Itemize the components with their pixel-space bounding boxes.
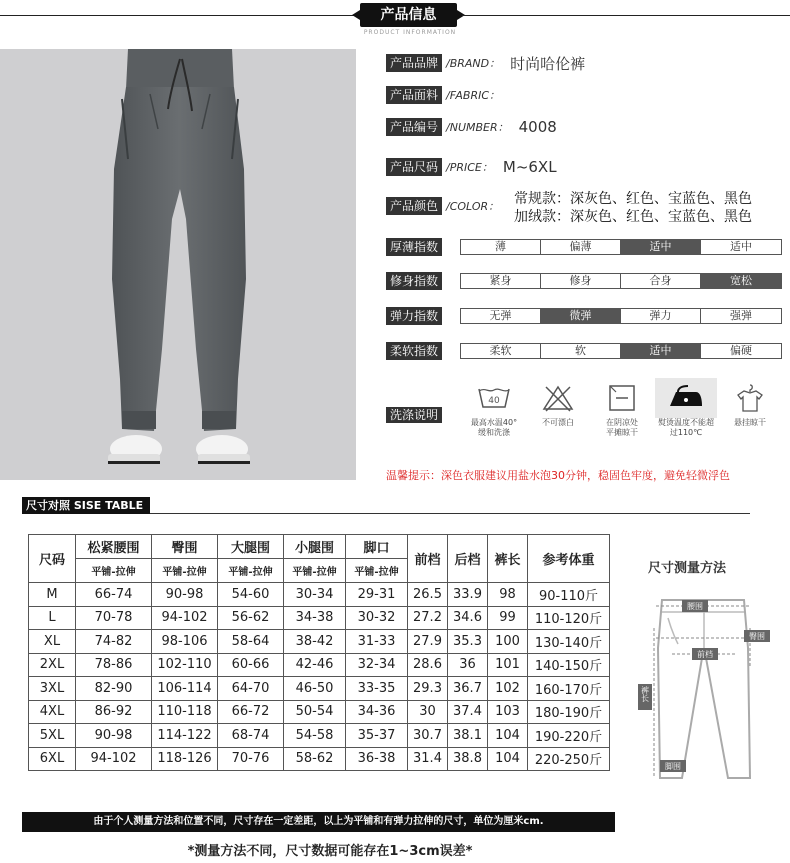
scale-label: 厚薄指数	[386, 238, 442, 256]
scale-option: 适中	[621, 240, 701, 254]
color-line-fleece: 加绒款：深灰色、红色、宝蓝色、黑色	[514, 209, 752, 225]
wash-item	[527, 378, 589, 438]
table-cell: 33.9	[448, 583, 488, 607]
table-cell: 38.8	[448, 747, 488, 771]
column-header: 大腿围	[218, 535, 284, 559]
column-subheader: 平铺-拉伸	[218, 559, 284, 583]
measure-diagram	[632, 588, 772, 792]
table-cell: 104	[488, 747, 528, 771]
column-header: 小腿围	[284, 535, 346, 559]
scale-options	[460, 239, 782, 255]
size-range-row	[386, 157, 557, 177]
table-cell: 220-250斤	[528, 747, 610, 771]
column-subheader: 平铺-拉伸	[76, 559, 152, 583]
scale-label: 柔软指数	[386, 342, 442, 360]
scale-option: 偏硬	[701, 344, 781, 358]
scale-option: 薄	[461, 240, 541, 254]
table-cell: 86-92	[76, 700, 152, 724]
table-cell: 38-42	[284, 630, 346, 654]
size-label-cell: 5XL	[29, 724, 76, 748]
table-cell: 29.3	[408, 677, 448, 701]
size-range-value: M~6XL	[502, 158, 557, 176]
table-row	[29, 653, 610, 677]
size-table	[28, 534, 610, 771]
table-cell: 98	[488, 583, 528, 607]
hang-dry-icon	[719, 378, 781, 418]
size-label-cell: 3XL	[29, 677, 76, 701]
table-cell: 36.7	[448, 677, 488, 701]
table-cell: 106-114	[152, 677, 218, 701]
table-cell: 190-220斤	[528, 724, 610, 748]
column-header: 脚口	[346, 535, 408, 559]
table-cell: 102	[488, 677, 528, 701]
table-cell: 32-34	[346, 653, 408, 677]
front-rise-tag: 前档	[697, 650, 713, 659]
measure-title: 尺寸测量方法	[648, 561, 727, 576]
table-cell: 140-150斤	[528, 653, 610, 677]
length-tag: 裤长	[640, 686, 650, 702]
table-cell: 64-70	[218, 677, 284, 701]
wash-40-icon	[463, 378, 525, 418]
table-cell: 27.9	[408, 630, 448, 654]
section-subtitle: PRODUCT INFORMATION	[363, 29, 457, 36]
table-cell: 42-46	[284, 653, 346, 677]
table-row	[29, 700, 610, 724]
scale-option: 合身	[621, 274, 701, 288]
column-header: 后档	[448, 535, 488, 583]
table-cell: 94-102	[152, 606, 218, 630]
wash-temp-label: 40	[488, 396, 500, 406]
table-cell: 35-37	[346, 724, 408, 748]
table-cell: 50-54	[284, 700, 346, 724]
table-cell: 66-72	[218, 700, 284, 724]
table-cell: 34-38	[284, 606, 346, 630]
table-row	[29, 606, 610, 630]
column-header: 松紧腰围	[76, 535, 152, 559]
number-value: 4008	[518, 118, 557, 136]
no-bleach-icon	[527, 378, 589, 418]
hem-tag: 脚围	[665, 762, 681, 771]
measure-error-note: *测量方法不同，尺寸数据可能存在1~3cm误差*	[187, 844, 473, 859]
column-header: 臀围	[152, 535, 218, 559]
table-cell: 78-86	[76, 653, 152, 677]
column-header: 前档	[408, 535, 448, 583]
fabric-label: 产品面料	[386, 86, 442, 104]
table-cell: 36	[448, 653, 488, 677]
table-cell: 74-82	[76, 630, 152, 654]
table-cell: 58-64	[218, 630, 284, 654]
table-cell: 54-58	[284, 724, 346, 748]
table-cell: 56-62	[218, 606, 284, 630]
scale-option: 适中	[621, 344, 701, 358]
size-table-rule	[150, 513, 750, 514]
table-cell: 35.3	[448, 630, 488, 654]
scale-row	[386, 341, 442, 361]
wash-caption: 悬挂晾干	[734, 418, 766, 427]
hip-tag: 臀围	[749, 632, 765, 641]
size-label-cell: L	[29, 606, 76, 630]
scale-option: 无弹	[461, 309, 541, 323]
wash-item	[719, 378, 781, 438]
table-cell: 110-120斤	[528, 606, 610, 630]
column-header: 裤长	[488, 535, 528, 583]
number-row	[386, 117, 557, 137]
table-cell: 104	[488, 724, 528, 748]
scale-row	[386, 306, 442, 326]
size-disclaimer: 由于个人测量方法和位置不同，尺寸存在一定差距，以上为平铺和有弹力拉伸的尺寸，单位为厘米cm.	[22, 812, 615, 832]
table-cell: 98-106	[152, 630, 218, 654]
table-cell: 160-170斤	[528, 677, 610, 701]
shade-dry-icon	[591, 378, 653, 418]
wash-label: 洗涤说明	[386, 407, 442, 423]
table-cell: 29-31	[346, 583, 408, 607]
color-label: 产品颜色	[386, 197, 442, 215]
table-cell: 180-190斤	[528, 700, 610, 724]
wash-item	[655, 378, 717, 438]
scale-label: 修身指数	[386, 272, 442, 290]
section-title: 产品信息	[360, 3, 457, 27]
size-label-cell: 4XL	[29, 700, 76, 724]
table-cell: 54-60	[218, 583, 284, 607]
table-cell: 100	[488, 630, 528, 654]
wash-row	[386, 404, 442, 423]
table-cell: 26.5	[408, 583, 448, 607]
table-cell: 99	[488, 606, 528, 630]
table-cell: 31-33	[346, 630, 408, 654]
table-cell: 94-102	[76, 747, 152, 771]
table-cell: 110-118	[152, 700, 218, 724]
wash-item	[463, 378, 525, 438]
color-en-label: /COLOR：	[446, 200, 500, 213]
column-header: 参考体重	[528, 535, 610, 583]
table-cell: 30-32	[346, 606, 408, 630]
table-row	[29, 630, 610, 654]
waist-tag: 腰围	[687, 602, 703, 611]
table-cell: 46-50	[284, 677, 346, 701]
scale-option: 偏薄	[541, 240, 621, 254]
table-cell: 33-35	[346, 677, 408, 701]
table-cell: 30-34	[284, 583, 346, 607]
scale-option: 柔软	[461, 344, 541, 358]
column-subheader: 平铺-拉伸	[284, 559, 346, 583]
scale-option: 适中	[701, 240, 781, 254]
header-rule-left	[0, 15, 355, 16]
size-table-title: 尺寸对照 SISE TABLE	[22, 497, 150, 514]
scale-options	[460, 273, 782, 289]
table-row	[29, 747, 610, 771]
column-subheader: 平铺-拉伸	[346, 559, 408, 583]
table-cell: 70-78	[76, 606, 152, 630]
size-label-cell: 2XL	[29, 653, 76, 677]
table-cell: 36-38	[346, 747, 408, 771]
scale-option: 紧身	[461, 274, 541, 288]
section-header	[0, 0, 790, 40]
brand-en-label: /BRAND：	[446, 57, 501, 70]
table-cell: 70-76	[218, 747, 284, 771]
wash-caption: 最高水温40° 缓和洗涤	[470, 418, 518, 437]
scale-options	[460, 343, 782, 359]
table-cell: 66-74	[76, 583, 152, 607]
table-cell: 38.1	[448, 724, 488, 748]
table-cell: 37.4	[448, 700, 488, 724]
scale-options	[460, 308, 782, 324]
column-header: 尺码	[29, 535, 76, 583]
wash-caption: 熨烫温度不能超 过110℃	[658, 418, 714, 437]
number-label: 产品编号	[386, 118, 442, 136]
care-tip: 温馨提示：深色衣服建议用盐水泡30分钟，稳固色牢度，避免轻微浮色	[386, 469, 730, 482]
table-cell: 34-36	[346, 700, 408, 724]
fabric-row	[386, 85, 510, 105]
pants-illustration	[0, 49, 356, 480]
column-subheader: 平铺-拉伸	[152, 559, 218, 583]
fabric-en-label: /FABRIC：	[446, 89, 501, 102]
brand-row	[386, 53, 585, 73]
color-line-regular: 常规款：深灰色、红色、宝蓝色、黑色	[514, 191, 752, 207]
brand-value: 时尚哈伦裤	[510, 54, 586, 73]
color-values	[514, 190, 752, 226]
scale-option: 宽松	[701, 274, 781, 288]
table-cell: 90-110斤	[528, 583, 610, 607]
table-cell: 34.6	[448, 606, 488, 630]
table-row	[29, 677, 610, 701]
table-cell: 101	[488, 653, 528, 677]
table-cell: 31.4	[408, 747, 448, 771]
scale-option: 微弹	[541, 309, 621, 323]
scale-option: 修身	[541, 274, 621, 288]
table-cell: 114-122	[152, 724, 218, 748]
size-table-header	[22, 497, 622, 517]
wash-caption: 不可漂白	[542, 418, 574, 427]
table-cell: 27.2	[408, 606, 448, 630]
table-cell: 68-74	[218, 724, 284, 748]
table-cell: 28.6	[408, 653, 448, 677]
table-cell: 102-110	[152, 653, 218, 677]
scale-row	[386, 237, 442, 257]
table-cell: 30	[408, 700, 448, 724]
size-range-en-label: /PRICE：	[446, 161, 493, 174]
scale-label: 弹力指数	[386, 307, 442, 325]
number-en-label: /NUMBER：	[446, 121, 509, 134]
size-table-header-row	[29, 535, 610, 559]
color-row	[386, 196, 499, 216]
scale-row	[386, 271, 442, 291]
scale-option: 弹力	[621, 309, 701, 323]
table-row	[29, 724, 610, 748]
table-cell: 90-98	[76, 724, 152, 748]
size-label-cell: XL	[29, 630, 76, 654]
table-cell: 30.7	[408, 724, 448, 748]
wash-caption: 在阴凉处 平摊晾干	[606, 418, 638, 437]
wash-icons	[463, 378, 783, 438]
scale-option: 软	[541, 344, 621, 358]
table-cell: 82-90	[76, 677, 152, 701]
brand-label: 产品品牌	[386, 54, 442, 72]
table-cell: 118-126	[152, 747, 218, 771]
pants-measure-illustration	[632, 588, 772, 788]
table-cell: 90-98	[152, 583, 218, 607]
size-range-label: 产品尺码	[386, 158, 442, 176]
scale-option: 强弹	[701, 309, 781, 323]
wash-item	[591, 378, 653, 438]
table-cell: 103	[488, 700, 528, 724]
size-label-cell: M	[29, 583, 76, 607]
size-label-cell: 6XL	[29, 747, 76, 771]
product-photo	[0, 49, 356, 480]
table-cell: 60-66	[218, 653, 284, 677]
table-row	[29, 583, 610, 607]
header-rule-right	[462, 15, 790, 16]
iron-icon	[655, 378, 717, 418]
table-cell: 58-62	[284, 747, 346, 771]
table-cell: 130-140斤	[528, 630, 610, 654]
